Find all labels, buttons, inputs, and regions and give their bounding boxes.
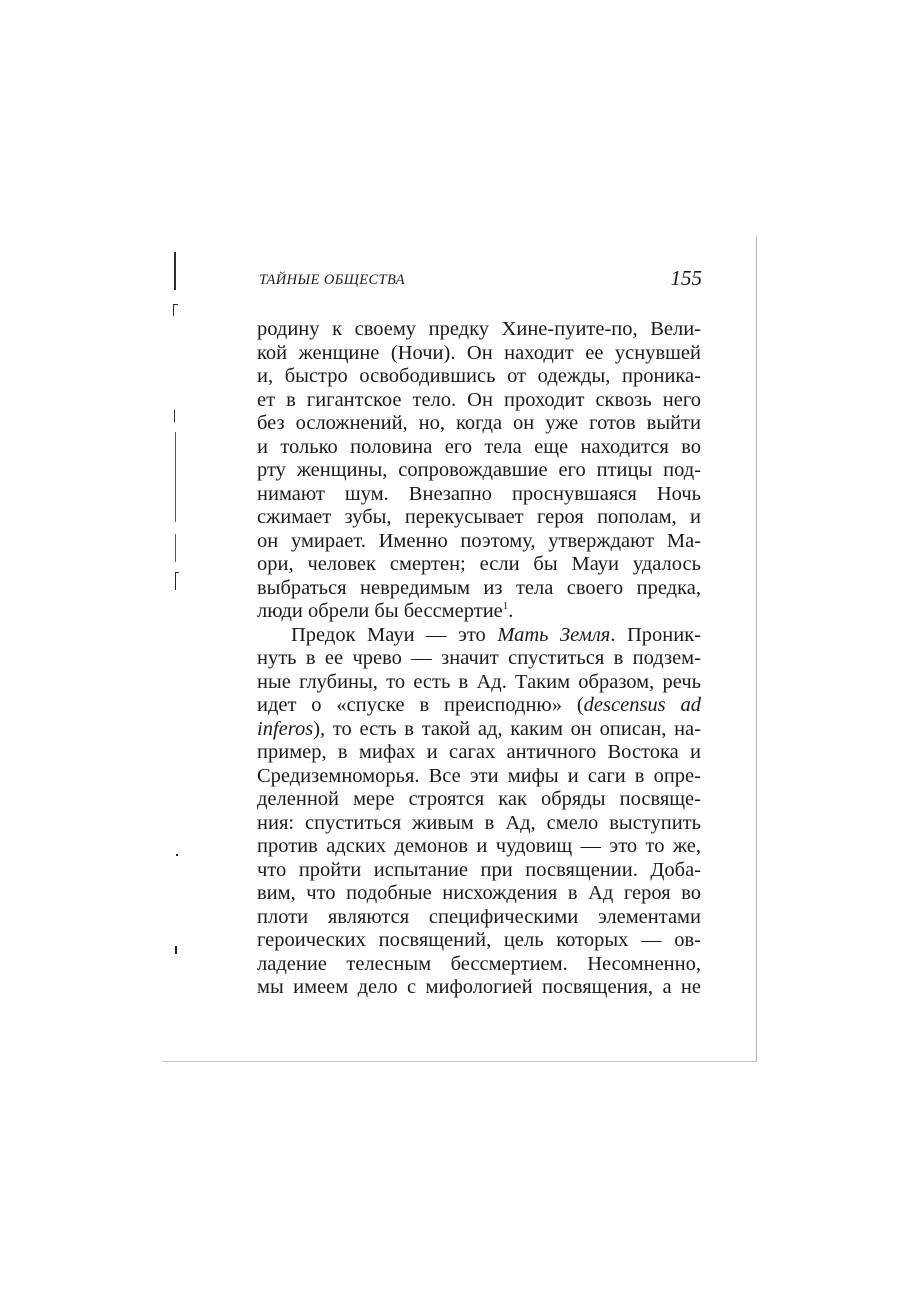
text-line: нуть в ее чрево — значит спуститься в подзем- [257,647,701,669]
text-line: и, быстро освободившись от одежды, проника- [257,365,701,387]
text-fragment: . Проник- [610,623,701,646]
text-line [257,600,701,624]
text-line: Средиземноморья. Все эти мифы и саги в опре- [257,764,701,787]
page-number: 155 [670,266,702,290]
text-line: ори, человек смертен; если бы Мауи удалось [257,553,701,575]
text-line: ладение телесным бессмертием. Несомненно, [257,952,701,975]
text-line [257,718,701,742]
text-line: мы имеем дело с мифологией посвящения, а не [257,976,701,998]
text-fragment: Предок Мауи — это [291,623,498,646]
scan-mark [173,304,178,305]
text-line: и только половина его тела еще находится во [257,435,701,458]
text-line: против адских демонов и чудовищ — это то же, [257,835,701,857]
scan-mark [175,572,179,573]
scan-mark [175,534,176,562]
page-edge-right [756,236,757,1062]
paragraph-2 [257,624,701,1000]
italic-term: Мать Земля [497,623,611,646]
text-fragment: люди обрели бы бессмертие [257,600,503,622]
paragraph-1 [257,318,701,624]
text-line: рту женщины, сопровождавшие его птицы под- [257,459,701,481]
text-line: что пройти испытание при посвящении. Доба- [257,858,701,881]
scan-mark [175,572,176,590]
text-line: ния: спуститься живым в Ад, смело выступить [257,811,701,834]
text-line: кой женщине (Ночи). Он находит ее уснувшей [257,341,701,364]
text-fragment: ), то есть в такой ад, каким он описан, на- [313,717,701,740]
footnote-ref: 1 [502,600,509,612]
page-edge-bottom [162,1061,757,1062]
text-line: вим, что подобные нисхождения в Ад героя во [257,882,701,904]
text-line: без осложнений, но, когда он уже готов выйти [257,412,701,434]
text-fragment: идет о «спуске в преисподню» ( [257,694,584,716]
scan-mark [174,252,176,290]
text-line: плоти являются специфическими элементами [257,905,701,928]
running-head: ТАЙНЫЕ ОБЩЕСТВА [259,272,405,288]
scan-mark [176,854,178,856]
text-line: героических посвящений, цель которых — ов- [257,929,701,951]
italic-term: inferos [257,717,314,740]
scan-mark [175,432,176,522]
text-line: ет в гигантское тело. Он проходит сквозь него [257,388,701,411]
text-line: он умирает. Именно поэтому, утверждают Ма- [257,529,701,552]
text-line: выбраться невредимым из тела своего предка, [257,576,701,599]
text-line [257,694,701,718]
text-line: ные глубины, то есть в Ад. Таким образом, речь [257,670,701,693]
scan-mark [175,946,177,954]
text-line: сжимает зубы, перекусывает героя пополам, и [257,506,701,528]
italic-term: descensus ad [583,694,702,716]
text-line: нимают шум. Внезапно проснувшаяся Ночь [257,482,701,505]
text-fragment: . [508,600,514,622]
text-line: деленной мере строятся как обряды посвяще- [257,788,701,810]
body-text [257,318,701,1000]
text-line [257,624,701,648]
text-line: пример, в мифах и сагах античного Востока и [257,741,701,763]
scan-mark [174,410,175,422]
scan-mark [173,304,174,316]
text-line: родину к своему предку Хине-пуите-по, Вели- [257,318,701,340]
